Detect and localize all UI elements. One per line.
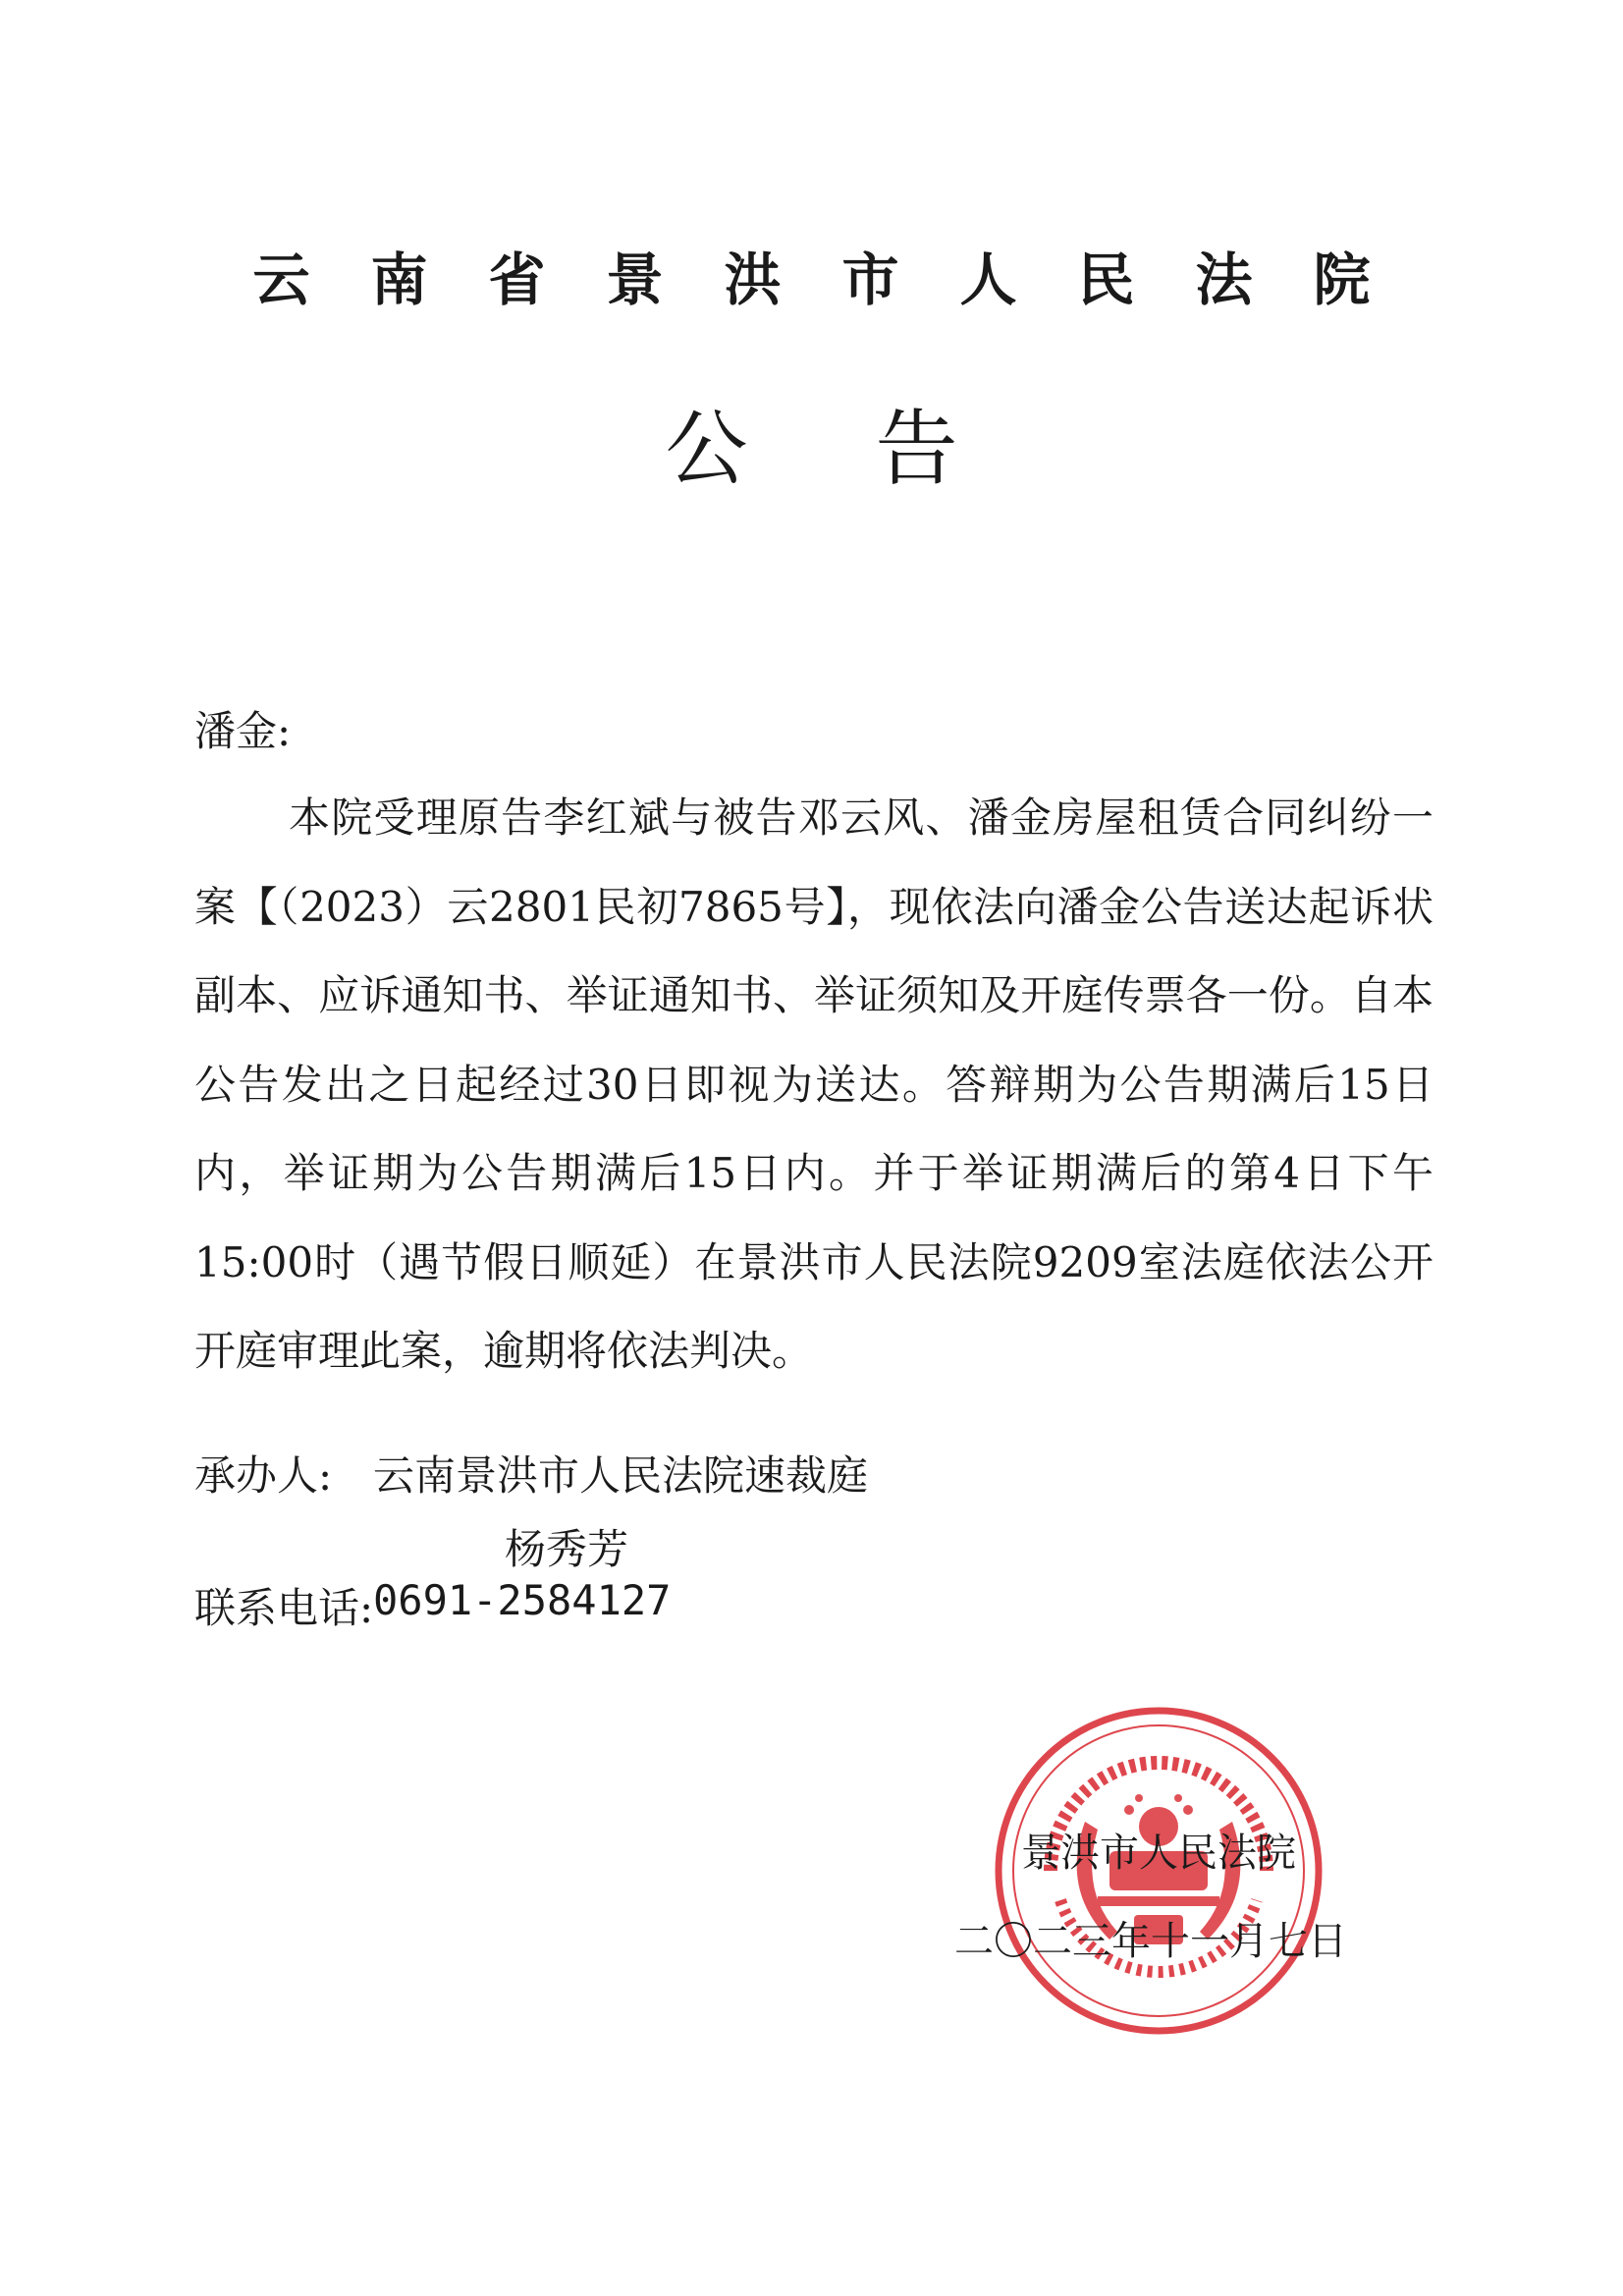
handler-label: 承办人:: [194, 1451, 333, 1500]
addressee: 潘金:: [194, 707, 292, 755]
phone-label: 联系电话:: [194, 1584, 374, 1632]
signature-court-name: 景洪市人民法院: [1021, 1831, 1296, 1876]
signature-date: 二〇二三年十一月七日: [954, 1919, 1347, 1964]
handler-name: 杨秀芳: [505, 1525, 629, 1573]
phone-number: 0691-2584127: [373, 1576, 672, 1624]
document-title: 公告: [665, 401, 1086, 497]
notice-body-paragraph: 本院受理原告李红斌与被告邓云风、潘金房屋租赁合同纠纷一案【（2023）云2801民初7865号】，现依法向潘金公告送达起诉状副本、应诉通知书、举证通知书、举证须知及开庭传票各一份。自本公告发出之日起经过30日即视为送达。答辩期为公告期满后15日内，举证期为公告期满后15日内。并于举证期满后的第4日下午15:00时（遇节假日顺延）在景洪市人民法院9209室法庭依法公开开庭审理此案，逾期将依法判决。: [194, 793, 1434, 1375]
court-name-heading: 云南省景洪市人民法院: [252, 246, 1432, 313]
handler-department: 云南景洪市人民法院速裁庭: [373, 1451, 869, 1500]
